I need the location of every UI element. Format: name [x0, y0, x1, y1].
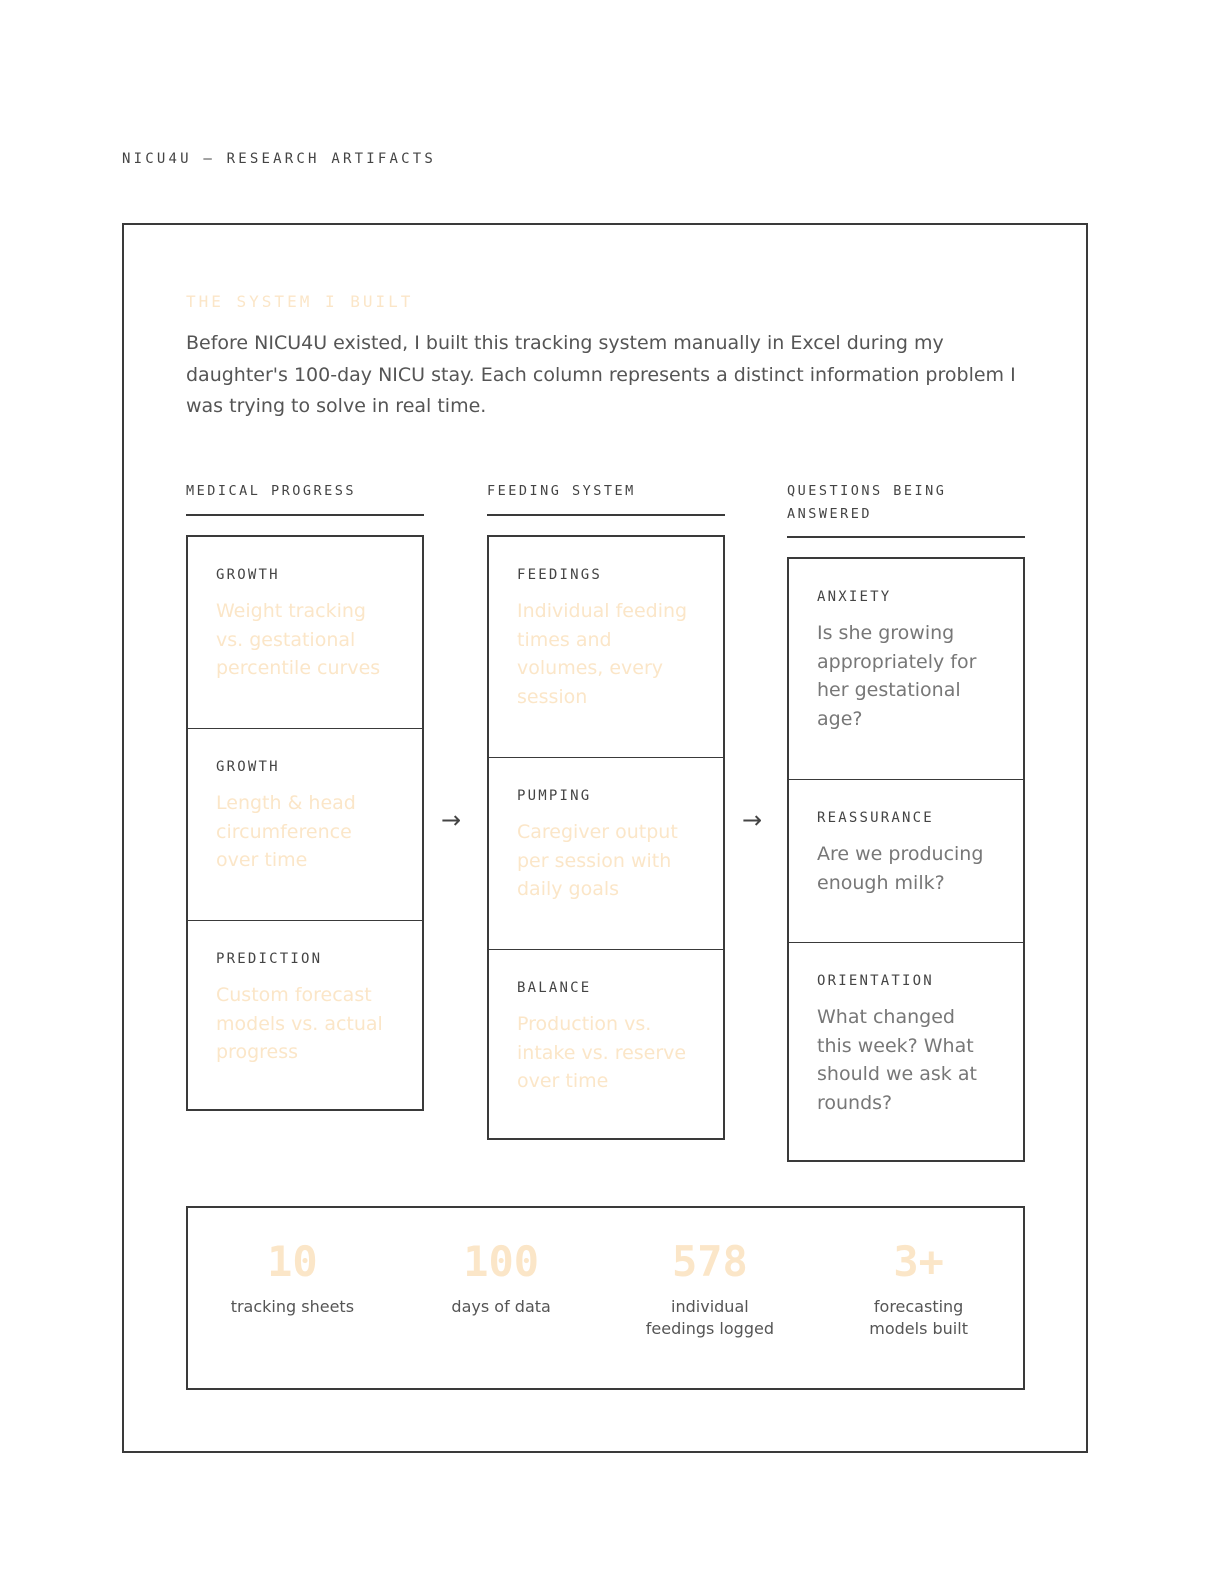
intro-paragraph: Before NICU4U existed, I built this tracking system manually in Excel during my daughter's 100-day NICU stay. Each column represents a distinct information problem I was trying to solve in real time.	[186, 332, 1016, 417]
card-text: Custom forecast models vs. actual progress	[216, 984, 383, 1063]
stat-forecasting-models	[814, 1208, 1023, 1388]
card-feedings	[489, 537, 723, 758]
stat-label: forecasting models built	[869, 1297, 968, 1338]
card-text: Length & head circumference over time	[216, 792, 356, 871]
card-growth-weight	[188, 537, 422, 729]
section-label: THE SYSTEM I BUILT	[186, 292, 414, 311]
page-header-label: NICU4U — RESEARCH ARTIFACTS	[122, 151, 436, 167]
flow-arrow-icon: →	[441, 806, 462, 834]
card-tag: GROWTH	[216, 567, 280, 583]
card-anxiety	[789, 559, 1023, 780]
stat-days-of-data	[397, 1208, 606, 1388]
card-tag: PUMPING	[517, 788, 592, 804]
stat-feedings-logged	[606, 1208, 815, 1388]
column-rule	[186, 514, 424, 516]
card-balance	[489, 950, 723, 1138]
card-text: Individual feeding times and volumes, every session	[517, 600, 688, 708]
column-header-feeding-system: FEEDING SYSTEM	[487, 483, 636, 499]
stat-label: tracking sheets	[230, 1297, 355, 1316]
card-text: Weight tracking vs. gestational percentile curves	[216, 600, 381, 679]
stat-value: 100	[463, 1237, 540, 1286]
questions-stack	[787, 557, 1025, 1162]
card-text: Are we producing enough milk?	[817, 843, 984, 894]
card-text: Production vs. intake vs. reserve over time	[517, 1013, 687, 1092]
card-tag: PREDICTION	[216, 951, 323, 967]
stat-value: 578	[671, 1237, 748, 1286]
medical-progress-stack	[186, 535, 424, 1111]
card-tag: FEEDINGS	[517, 567, 603, 583]
card-prediction	[188, 921, 422, 1109]
card-tag: ANXIETY	[817, 589, 892, 605]
card-text: Caregiver output per session with daily goals	[517, 821, 678, 900]
feeding-system-stack	[487, 535, 725, 1140]
column-header-medical-progress: MEDICAL PROGRESS	[186, 483, 357, 499]
card-growth-length	[188, 729, 422, 921]
stat-label: days of data	[451, 1297, 551, 1316]
column-rule	[487, 514, 725, 516]
stat-tracking-sheets	[188, 1208, 397, 1388]
card-tag: REASSURANCE	[817, 810, 934, 826]
stat-label: individual feedings logged	[645, 1297, 774, 1338]
card-reassurance	[789, 780, 1023, 943]
card-orientation	[789, 943, 1023, 1160]
card-pumping	[489, 758, 723, 950]
flow-arrow-icon: →	[742, 806, 763, 834]
stats-panel	[186, 1206, 1025, 1390]
stat-value: 3+	[893, 1237, 944, 1286]
card-text: What changed this week? What should we ask at rounds?	[817, 1006, 977, 1114]
column-rule	[787, 536, 1025, 538]
card-text: Is she growing appropriately for her gestational age?	[817, 622, 977, 730]
column-header-questions: QUESTIONS BEING ANSWERED	[787, 483, 947, 522]
stat-value: 10	[267, 1237, 318, 1286]
card-tag: BALANCE	[517, 980, 592, 996]
card-tag: ORIENTATION	[817, 973, 934, 989]
card-tag: GROWTH	[216, 759, 280, 775]
